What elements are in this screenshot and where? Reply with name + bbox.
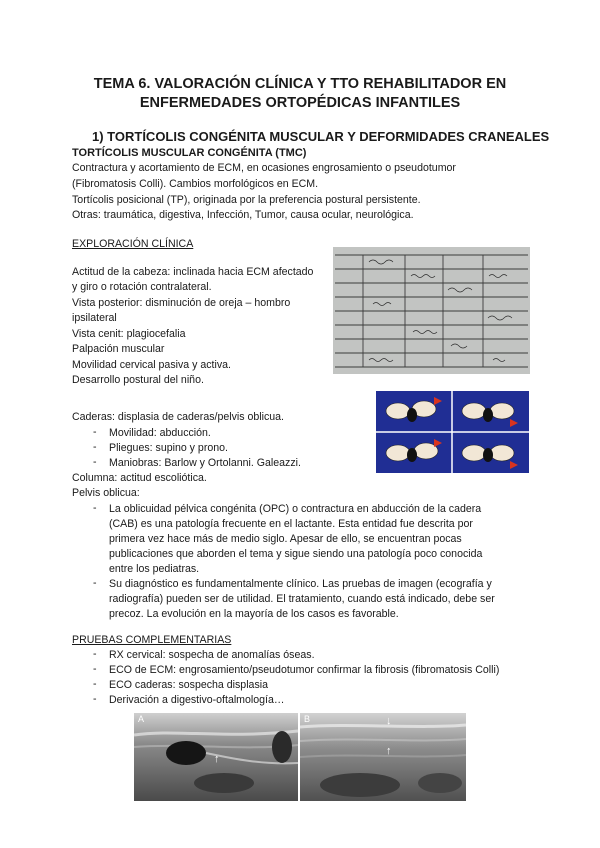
tmc-line-4: Otras: traumática, digestiva, Infección, Tumor, causa ocular, neurológica. [72,209,414,221]
pelvis-p1-line-4: publicaciones que aborden el tema y sigue siendo una patología poco conocida [109,548,483,560]
caderas-item-2: Pliegues: supino y prono. [109,442,228,454]
exploracion-line-2: y giro o rotación contralateral. [72,281,212,293]
tmc-line-1: Contractura y acortamiento de ECM, en ocasiones engrosamiento o pseudotumor [72,162,456,174]
pruebas-heading: PRUEBAS COMPLEMENTARIAS [72,634,232,646]
exploracion-line-5: Vista cenit: plagiocefalia [72,328,186,340]
pruebas-item-2: ECO de ECM: engrosamiento/pseudotumor confirmar la fibrosis (fibromatosis Colli) [109,664,500,676]
caderas-line: Caderas: displasia de caderas/pelvis oblicua. [72,411,284,423]
pelvis-p2-line-3: precoz. La evolución en la mayoría de los casos es favorable. [109,608,399,620]
tmc-line-3: Tortícolis posicional (TP), originada por la preferencia postural persistente. [72,194,421,206]
pelvis-p2-line-2: radiografía) pueden ser de utilidad. El tratamiento, cuando está indicado, debe ser [109,593,495,605]
ultrasound-label-b: B [304,714,311,724]
bullet-marker: - [93,678,97,690]
bullet-marker: - [93,693,97,705]
ultrasound-image-b [300,713,466,801]
bullet-marker: - [93,426,97,438]
exploracion-line-6: Palpación muscular [72,343,165,355]
tmc-line-2: (Fibromatosis Colli). Cambios morfológicos en ECM. [72,178,319,190]
bullet-marker: - [93,663,97,675]
arrow-up-icon: ↑ [214,753,220,765]
bullet-marker: - [93,441,97,453]
pelvis-p1-line-1: La oblicuidad pélvica congénita (OPC) o contractura en abducción de la cadera [109,503,482,515]
arrow-up-icon: ↑ [386,745,392,757]
arrow-down-icon: ↓ [386,715,392,727]
exploracion-line-3: Vista posterior: disminución de oreja – hombro [72,297,291,309]
bullet-marker: - [93,648,97,660]
ultrasound-image-a [134,713,298,801]
pelvis-line: Pelvis oblicua: [72,487,140,499]
pelvis-p2-line-1: Su diagnóstico es fundamentalmente clínico. Las pruebas de imagen (ecografía y [109,578,492,590]
exploracion-heading: EXPLORACIÓN CLÍNICA [72,238,194,250]
caderas-item-3: Maniobras: Barlow y Ortolanni. Galeazzi. [109,457,301,469]
pruebas-item-3: ECO caderas: sospecha displasia [109,679,268,691]
exploracion-line-4: ipsilateral [72,312,117,324]
pelvis-p1-line-2: (CAB) es una patología frecuente en el lactante. Esta entidad fue descrita por [109,518,473,530]
section-heading: 1) TORTÍCOLIS CONGÉNITA MUSCULAR Y DEFORMIDADES CRANEALES [92,129,550,144]
exploracion-line-8: Desarrollo postural del niño. [72,374,204,386]
pelvis-p1-line-5: entre los pediatras. [109,563,200,575]
document-title-line1: TEMA 6. VALORACIÓN CLÍNICA Y TTO REHABILITADOR EN [93,76,507,92]
bullet-marker: - [93,577,97,589]
caderas-item-1: Movilidad: abducción. [109,427,211,439]
hip-maneuver-illustration [376,391,529,473]
pruebas-item-4: Derivación a digestivo-oftalmología… [109,694,285,706]
pelvis-p1-line-3: primera vez hace más de medio siglo. Apesar de ello, se encuentran pocas [109,533,462,545]
exploracion-line-1: Actitud de la cabeza: inclinada hacia ECM afectado [72,266,314,278]
ultrasound-label-a: A [138,714,145,724]
clinical-form-image [333,247,530,374]
exploracion-line-7: Movilidad cervical pasiva y activa. [72,359,231,371]
pruebas-item-1: RX cervical: sospecha de anomalías óseas. [109,649,315,661]
columna-line: Columna: actitud escoliótica. [72,472,207,484]
subheading: TORTÍCOLIS MUSCULAR CONGÉNITA (TMC) [72,147,307,159]
bullet-marker: - [93,456,97,468]
bullet-marker: - [93,502,97,514]
document-title-line2: ENFERMEDADES ORTOPÉDICAS INFANTILES [139,95,461,111]
